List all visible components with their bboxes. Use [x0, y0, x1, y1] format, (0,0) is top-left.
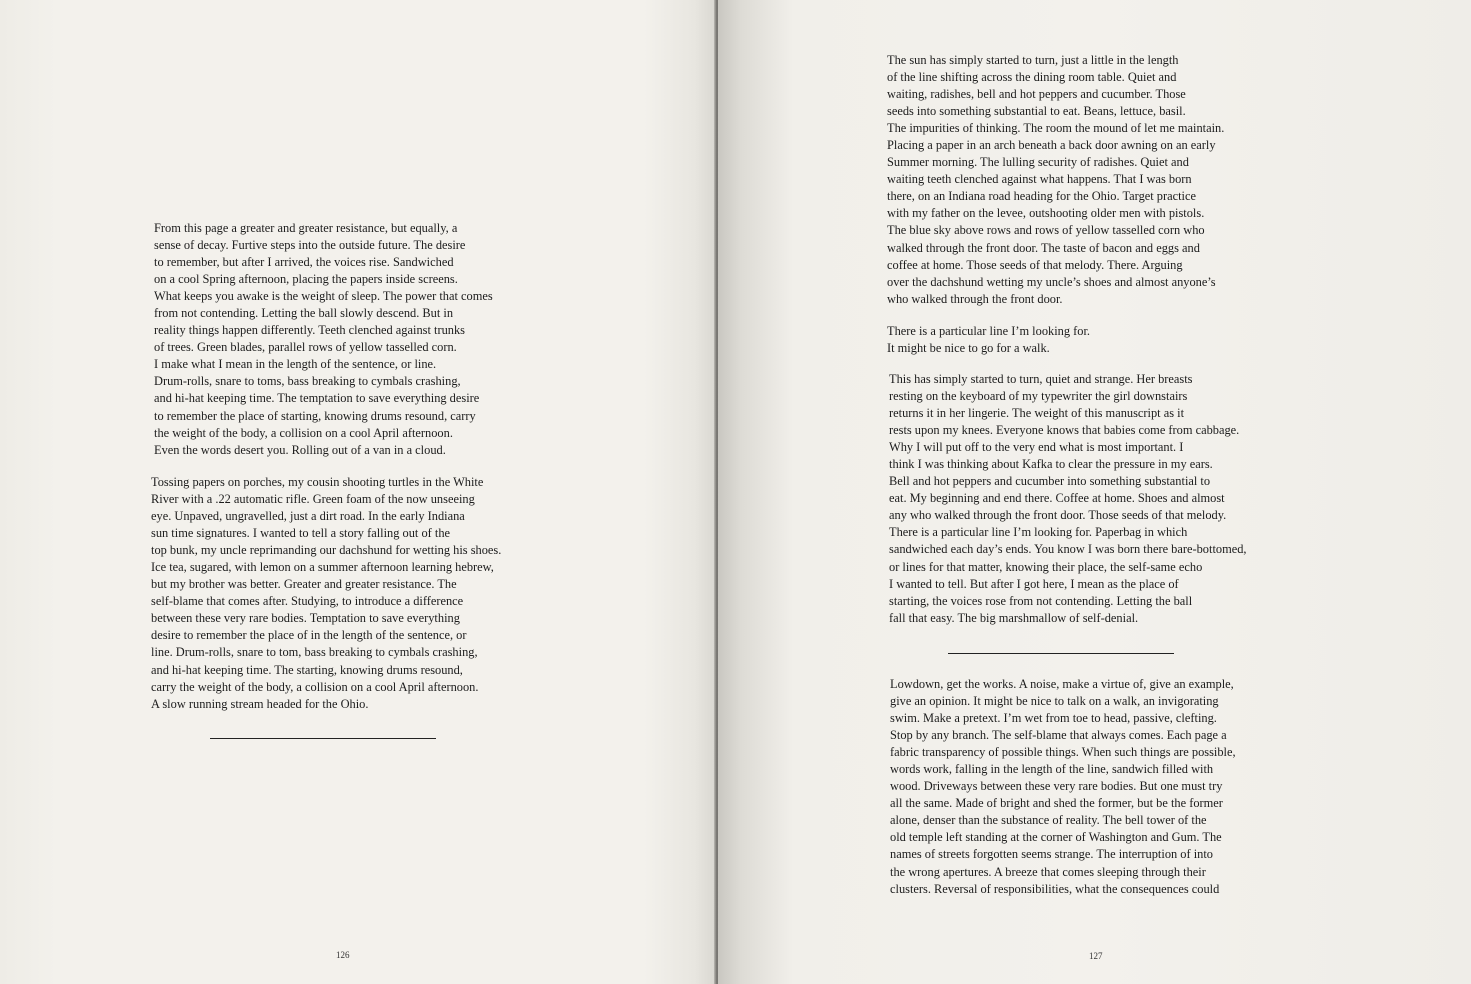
text-line: Ice tea, sugared, with lemon on a summer afternoon learning hebrew,	[151, 560, 494, 575]
text-line: swim. Make a pretext. I’m wet from toe to head, passive, clefting.	[890, 711, 1217, 726]
text-line: desire to remember the place of in the length of the sentence, or	[151, 628, 467, 643]
text-line: eat. My beginning and end there. Coffee at home. Shoes and almost	[889, 491, 1225, 506]
text-line: eye. Unpaved, ungravelled, just a dirt road. In the early Indiana	[151, 509, 465, 524]
text-line: of the line shifting across the dining room table. Quiet and	[887, 70, 1177, 85]
right-page	[718, 0, 1471, 984]
text-line: A slow running stream headed for the Ohio.	[151, 696, 369, 711]
text-line: rests upon my knees. Everyone knows that babies come from cabbage.	[889, 423, 1240, 438]
left-paragraph-1	[154, 220, 493, 459]
text-line: clusters. Reversal of responsibilities, what the consequences could	[890, 881, 1220, 896]
text-line: to remember the place of starting, knowing drums resound, carry	[154, 408, 476, 423]
text-line: and hi-hat keeping time. The temptation to save everything desire	[154, 391, 480, 406]
text-line: Placing a paper in an arch beneath a back door awning on an early	[887, 138, 1216, 153]
text-line: but my brother was better. Greater and greater resistance. The	[151, 577, 457, 592]
text-line: I make what I mean in the length of the sentence, or line.	[154, 357, 437, 372]
text-line: line. Drum-rolls, snare to tom, bass breaking to cymbals crashing,	[151, 645, 478, 660]
text-line: resting on the keyboard of my typewriter the girl downstairs	[889, 389, 1188, 404]
text-line: think I was thinking about Kafka to clear the pressure in my ears.	[889, 457, 1213, 472]
text-line: to remember, but after I arrived, the voices rise. Sandwiched	[154, 255, 454, 270]
text-line: Stop by any branch. The self-blame that always comes. Each page a	[890, 728, 1227, 743]
section-divider-left	[210, 738, 436, 739]
text-line: with my father on the levee, outshooting older men with pistols.	[887, 206, 1205, 221]
text-line: seeds into something substantial to eat. Beans, lettuce, basil.	[887, 104, 1186, 119]
text-line: give an opinion. It might be nice to talk on a walk, an invigorating	[890, 694, 1219, 709]
text-line: all the same. Made of bright and shed the former, but be the former	[890, 796, 1223, 811]
show-through-text	[170, 52, 173, 69]
text-line: and hi-hat keeping time. The starting, knowing drums resound,	[151, 662, 463, 677]
text-line: What keeps you awake is the weight of sleep. The power that comes	[154, 289, 493, 304]
text-line: waiting teeth clenched against what happens. That I was born	[887, 172, 1192, 187]
text-line: coffee at home. Those seeds of that melody. There. Arguing	[887, 257, 1183, 272]
text-line: Summer morning. The lulling security of radishes. Quiet and	[887, 155, 1189, 170]
text-line: There is a particular line I’m looking for. Paperbag in which	[889, 525, 1188, 540]
text-line: self-blame that comes after. Studying, to introduce a difference	[151, 594, 464, 609]
text-line: walked through the front door. The taste of bacon and eggs and	[887, 240, 1200, 255]
right-paragraph-1	[887, 52, 1224, 308]
text-line: from not contending. Letting the ball slowly descend. But in	[154, 306, 454, 321]
text-line: Even the words desert you. Rolling out of a van in a cloud.	[154, 442, 446, 457]
text-line: of trees. Green blades, parallel rows of yellow tasselled corn.	[154, 340, 457, 355]
right-paragraph-2	[887, 323, 1090, 357]
text-line: Why I will put off to the very end what is most important. I	[889, 440, 1184, 455]
text-line: words work, falling in the length of the line, sandwich filled with	[890, 762, 1214, 777]
text-line: Tossing papers on porches, my cousin shooting turtles in the White	[151, 475, 484, 489]
text-line: there, on an Indiana road heading for the Ohio. Target practice	[887, 189, 1197, 204]
left-paragraph-2	[151, 474, 501, 713]
text-line: or lines for that matter, knowing their place, the self-same echo	[889, 559, 1203, 574]
right-paragraph-3	[889, 371, 1247, 627]
text-line: on a cool Spring afternoon, placing the papers inside screens.	[154, 272, 458, 287]
text-line: reality things happen differently. Teeth clenched against trunks	[154, 323, 465, 338]
text-line: carry the weight of the body, a collision on a cool April afternoon.	[151, 679, 479, 694]
text-line: River with a .22 automatic rifle. Green foam of the now unseeing	[151, 492, 475, 507]
text-line: waiting, radishes, bell and hot peppers and cucumber. Those	[887, 87, 1186, 102]
text-line: From this page a greater and greater resistance, but equally, a	[154, 221, 458, 235]
text-line: There is a particular line I’m looking for.	[887, 324, 1090, 338]
page-number-left: 126	[336, 950, 350, 960]
text-line: sense of decay. Furtive steps into the outside future. The desire	[154, 238, 466, 253]
text-line: I wanted to tell. But after I got here, I mean as the place of	[889, 576, 1179, 591]
text-line: fall that easy. The big marshmallow of self-denial.	[889, 610, 1139, 625]
text-line: Bell and hot peppers and cucumber into something substantial to	[889, 474, 1211, 489]
text-line: starting, the voices rose from not contending. Letting the ball	[889, 593, 1193, 608]
text-line: between these very rare bodies. Temptation to save everything	[151, 611, 460, 626]
text-line: Lowdown, get the works. A noise, make a virtue of, give an example,	[890, 677, 1234, 691]
text-line: This has simply started to turn, quiet and strange. Her breasts	[889, 372, 1193, 386]
text-line: who walked through the front door.	[887, 291, 1063, 306]
text-line: the wrong apertures. A breeze that comes sleeping through their	[890, 864, 1206, 879]
text-line: returns it in her lingerie. The weight of this manuscript as it	[889, 406, 1185, 421]
text-line: over the dachshund wetting my uncle’s shoes and almost anyone’s	[887, 274, 1216, 289]
text-line: names of streets forgotten seems strange. The interruption of into	[890, 847, 1213, 862]
page-number-right: 127	[1089, 951, 1103, 961]
text-line: old temple left standing at the corner of Washington and Gum. The	[890, 830, 1222, 845]
text-line: sun time signatures. I wanted to tell a story falling out of the	[151, 526, 451, 541]
text-line: It might be nice to go for a walk.	[887, 341, 1050, 356]
text-line: The blue sky above rows and rows of yellow tasselled corn who	[887, 223, 1205, 238]
right-paragraph-4	[890, 676, 1236, 898]
text-line: any who walked through the front door. Those seeds of that melody.	[889, 508, 1227, 523]
section-divider-right	[948, 653, 1174, 654]
text-line: sandwiched each day’s ends. You know I was born there bare-bottomed,	[889, 542, 1247, 557]
text-line: top bunk, my uncle reprimanding our dachshund for wetting his shoes.	[151, 543, 502, 558]
text-line: alone, denser than the substance of reality. The bell tower of the	[890, 813, 1207, 828]
text-line: The sun has simply started to turn, just a little in the length	[887, 53, 1179, 67]
text-line: fabric transparency of possible things. When such things are possible,	[890, 745, 1236, 760]
left-page	[0, 0, 716, 984]
text-line: The impurities of thinking. The room the mound of let me maintain.	[887, 121, 1225, 136]
text-line: wood. Driveways between these very rare bodies. But one must try	[890, 779, 1223, 794]
text-line: the weight of the body, a collision on a cool April afternoon.	[154, 425, 453, 440]
text-line: Drum-rolls, snare to toms, bass breaking to cymbals crashing,	[154, 374, 461, 389]
